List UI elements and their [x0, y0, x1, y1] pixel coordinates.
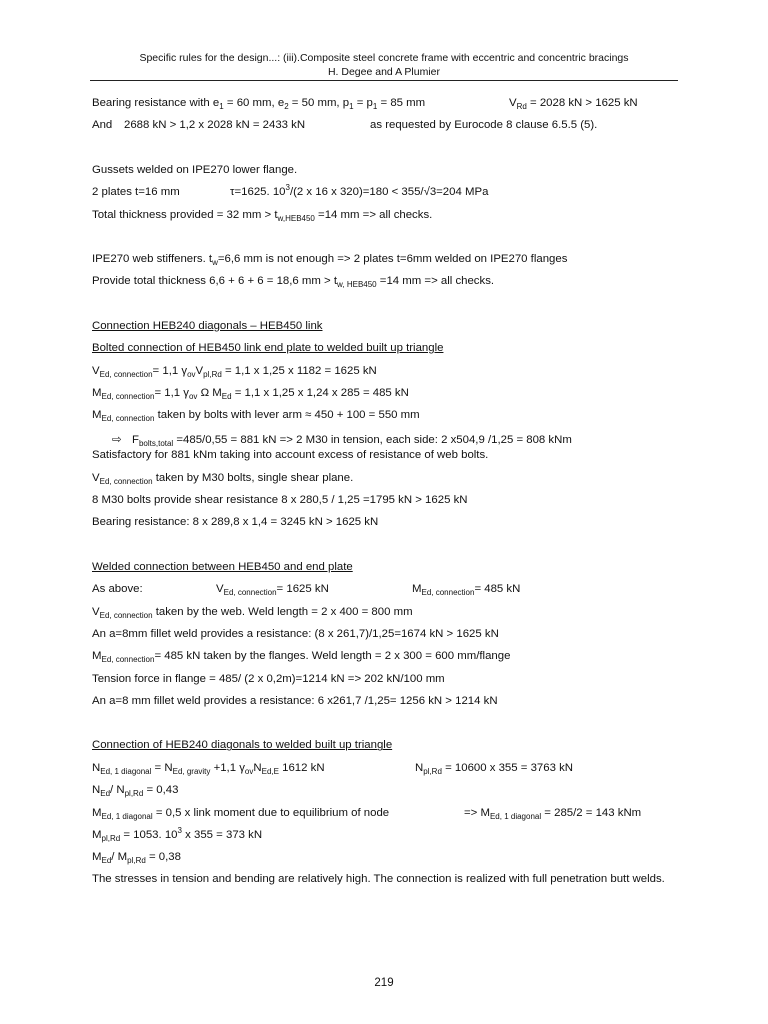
- fillet-weld-flange-line: An a=8 mm fillet weld provides a resistance: 6 x261,7 /1,25= 1256 kN > 1214 kN: [92, 695, 498, 708]
- bearing-line: Bearing resistance: 8 x 289,8 x 1,4 = 3245 kN > 1625 kN: [92, 516, 379, 529]
- axial-force-line: $N_{Ed, 1 diagonal} = N_{Ed, gravity} +1,1$ $\gamma_{ov}N_{Ed,E}$ 1612 kN $N_{pl,Rd} = 10600$ x 355 = 3763 kN: [92, 761, 574, 776]
- page-body: [92, 95, 674, 892]
- header-title: Specific rules for the design...: (iii).Composite steel concrete frame with eccentric and concentric bracings: [139, 52, 629, 64]
- shear-resistance-line: 8 M30 bolts provide shear resistance 8 x 280,5 / 1,25 =1795 kN > 1625 kN: [92, 493, 468, 506]
- shear-bolts-line: $V_{Ed, connection}$ taken by M30 bolts, single shear plane.: [92, 471, 354, 486]
- axial-ratio-line: $N_{Ed}/$ $N_{pl,Rd} = 0,43$: [92, 784, 179, 799]
- section-subheading-bolted: Bolted connection of HEB450 link end plate to welded built up triangle: [92, 342, 444, 355]
- moment-line: $M_{Ed, connection}= 1,1$ $\gamma_{ov}$ Ω $M_{Ed} = 1,1$ x 1,25 x 1,24 x 285 = 485 kN: [92, 386, 409, 401]
- web-stiffeners-line: IPE270 web stiffeners. $t_w=6,6$ mm is not enough => 2 plates t=6mm welded on IPE270 flanges: [92, 252, 568, 267]
- section-heading-diagonals: Connection of HEB240 diagonals to welded built up triangle: [92, 739, 393, 752]
- page-number: 219: [374, 977, 394, 989]
- bearing-resistance-line: Bearing resistance with $e_1 = 60$ mm, $e_2 = 50$ mm, $p_1 = p_1 = 85$ mm $V_{Rd} = 2028$ kN > 1625 kN: [92, 97, 638, 111]
- diagonal-moment-line: $M_{Ed, 1 diagonal} = 0,5$ x link moment due to equilibrium of node => $M_{Ed, 1 diagonal} = 285/2 = 143$ kNm: [92, 806, 642, 821]
- conclusion-paragraph: The stresses in tension and bending are relatively high. The connection is realized with full penetration butt welds.: [92, 872, 665, 885]
- bolt-tension-line: ⇨ $F_{bolts,total} =485/0,55 = 881$ kN => 2 M30 in tension, each side: 2 x504,9 /1,25 = 808 kNm: [112, 433, 572, 448]
- total-thickness-line: Total thickness provided = 32 mm > $t_{w,HEB450} =14$ mm => all checks.: [92, 208, 433, 223]
- header-authors: H. Degee and A Plumier: [327, 66, 441, 78]
- section-heading-welded: Welded connection between HEB450 and end plate: [92, 560, 353, 573]
- provide-thickness-line: Provide total thickness 6,6 + 6 + 6 = 18,6 mm > $t_{w, HEB450} =14$ mm => all checks.: [92, 275, 495, 290]
- plates-shear-line: 2 plates t=16 mm τ=1625. $10^3/(2$ x 16 x 320)=180 < 355/√3=204 MPa: [92, 183, 489, 199]
- fillet-weld-web-line: An a=8mm fillet weld provides a resistance: (8 x 261,7)/1,25=1674 kN > 1625 kN: [92, 627, 499, 640]
- eurocode-check-line: And 2688 kN > 1,2 x 2028 kN = 2433 kN as requested by Eurocode 8 clause 6.5.5 (5).: [92, 119, 598, 132]
- web-weld-line: $V_{Ed, connection}$ taken by the web. Weld length = 2 x 400 = 800 mm: [92, 605, 413, 620]
- shear-force-line: $V_{Ed, connection}= 1,1$ $\gamma_{ov}V_{pl,Rd} = 1,1$ x 1,25 x 1182 = 1625 kN: [92, 364, 377, 379]
- header-rule: [90, 80, 678, 81]
- satisfactory-line: Satisfactory for 881 kNm taking into account excess of resistance of web bolts.: [92, 449, 489, 462]
- plastic-moment-line: $M_{pl,Rd} = 1053$. $10^3$ x 355 = 373 kN: [92, 826, 263, 844]
- arrow-icon: ⇨: [112, 433, 122, 446]
- running-header: [90, 51, 678, 79]
- flange-weld-line: $M_{Ed, connection}= 485$ kN taken by the flanges. Weld length = 2 x 300 = 600 mm/flange: [92, 650, 511, 665]
- section-heading-connection: Connection HEB240 diagonals – HEB450 link: [92, 319, 323, 332]
- as-above-line: As above: $V_{Ed, connection}= 1625$ kN $M_{Ed, connection}= 485$ kN: [92, 583, 521, 598]
- gussets-line: Gussets welded on IPE270 lower flange.: [92, 163, 298, 176]
- lever-arm-line: $M_{Ed, connection}$ taken by bolts with lever arm ≈ 450 + 100 = 550 mm: [92, 409, 420, 424]
- moment-ratio-line: $M_{Ed}/$ $M_{pl,Rd} = 0,38$: [92, 851, 181, 866]
- tension-flange-line: Tension force in flange = 485/ (2 x 0,2m)=1214 kN => 202 kN/100 mm: [92, 672, 445, 685]
